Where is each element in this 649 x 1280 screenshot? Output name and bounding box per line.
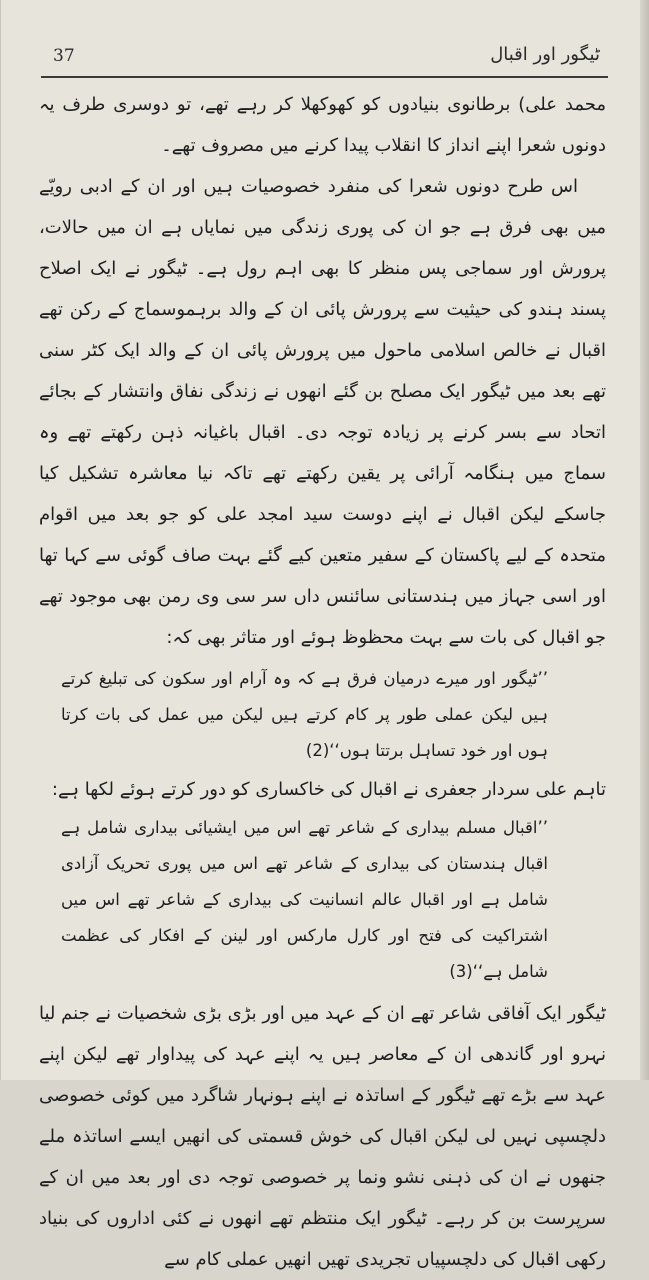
paragraph-1: محمد علی) برطانوی بنیادوں کو کھوکھلا کر رہے تھے، تو دوسری طرف یہ دونوں شعرا اپنے انداز کا انقلاب پیدا کرنے میں مصروف تھے۔: [39, 94, 606, 156]
scan-edge-shadow: [640, 0, 649, 1080]
paragraph-closing: ٹیگور ایک آفاقی شاعر تھے ان کے عہد میں اور بڑی بڑی شخصیات نے جنم لیا نہرو اور گاندھی ان کے معاصر ہیں یہ اپنے عہد کی پیداوار تھے لیکن اپنے عہد سے بڑے تھے ٹیگور کے اساتذہ نے اپنے ہونہار شاگرد میں کوئی خصوصی دلچسپی نہیں لی لیکن اقبال کی خوش قسمتی کی انھیں ایسے اساتذہ ملے جنھوں نے ان کی ذہنی نشو ونما پر خصوصی توجہ دی اور بعد میں ان کے سرپرست بن کر رہے۔ ٹیگور ایک منتظم تھے انھوں نے کئی اداروں کی بنیاد رکھی اقبال کی دلچسپیاں تجریدی تھیں انھیں عملی کام سے: [39, 1003, 606, 1270]
page-body: [39, 84, 606, 1280]
paragraph-2: اس طرح دونوں شعرا کی منفرد خصوصیات ہیں اور ان کے ادبی رویّے میں بھی فرق ہے جو ان کی پوری زندگی میں نمایاں ہے ان میں حالات، پرورش اور سماجی پس منظر کا بھی اہم رول ہے۔ ٹیگور نے ایک اصلاح پسند ہندو کی حیثیت سے پرورش پائی ان کے والد برہموسماج کے رکن تھے اقبال نے خالص اسلامی ماحول میں پرورش پائی ان کے والد ایک کٹر سنی تھے بعد میں ٹیگور ایک مصلح بن گئے انھوں نے زندگی نفاق وانتشار کے بجائے اتحاد سے بسر کرنے پر زیادہ توجہ دی۔ اقبال باغیانہ ذہن رکھتے تھے وہ سماج میں ہنگامہ آرائی پر یقین رکھتے تھے تاکہ نیا معاشرہ تشکیل کیا جاسکے لیکن اقبال نے اپنے دوست سید امجد علی کو جو بعد میں اقوام متحدہ کے لیے پاکستان کے سفیر متعین کیے گئے بہت صاف گوئی سے کہا تھا اور اسی جہاز میں ہندستانی سائنس داں سر سی وی رمن بھی موجود تھے جو اقبال کی بات سے بہت محظوظ ہوئے اور متاثر بھی کہ:: [39, 176, 606, 648]
block-quote-jafri: ’’اقبال مسلم بیداری کے شاعر تھے اس میں ایشیائی بیداری شامل ہے اقبال ہندستان کی بیداری کے شاعر تھے اس میں پوری تحریک آزادی شامل ہے اور اقبال عالم انسانیت کی بیداری کے شاعر تھے اس میں اشتراکیت کی فتح اور کارل مارکس اور لینن کے افکار کی عظمت شامل ہے‘‘(3): [61, 818, 548, 981]
paragraph-bridge: تاہم علی سردار جعفری نے اقبال کی خاکساری کو دور کرتے ہوئے لکھا ہے:: [51, 779, 606, 800]
page-header: [41, 42, 608, 82]
header-rule: [41, 76, 608, 78]
running-head: ٹیگور اور اقبال: [490, 44, 600, 65]
block-quote-tagore: ’’ٹیگور اور میرے درمیان فرق ہے کہ وہ آرام اور سکون کی تبلیغ کرتے ہیں لیکن عملی طور پر کام کرتے ہیں لیکن میں عمل کی بات کرتا ہوں اور خود تساہل برتتا ہوں‘‘(2): [61, 669, 548, 760]
page-number: 37: [53, 46, 75, 66]
